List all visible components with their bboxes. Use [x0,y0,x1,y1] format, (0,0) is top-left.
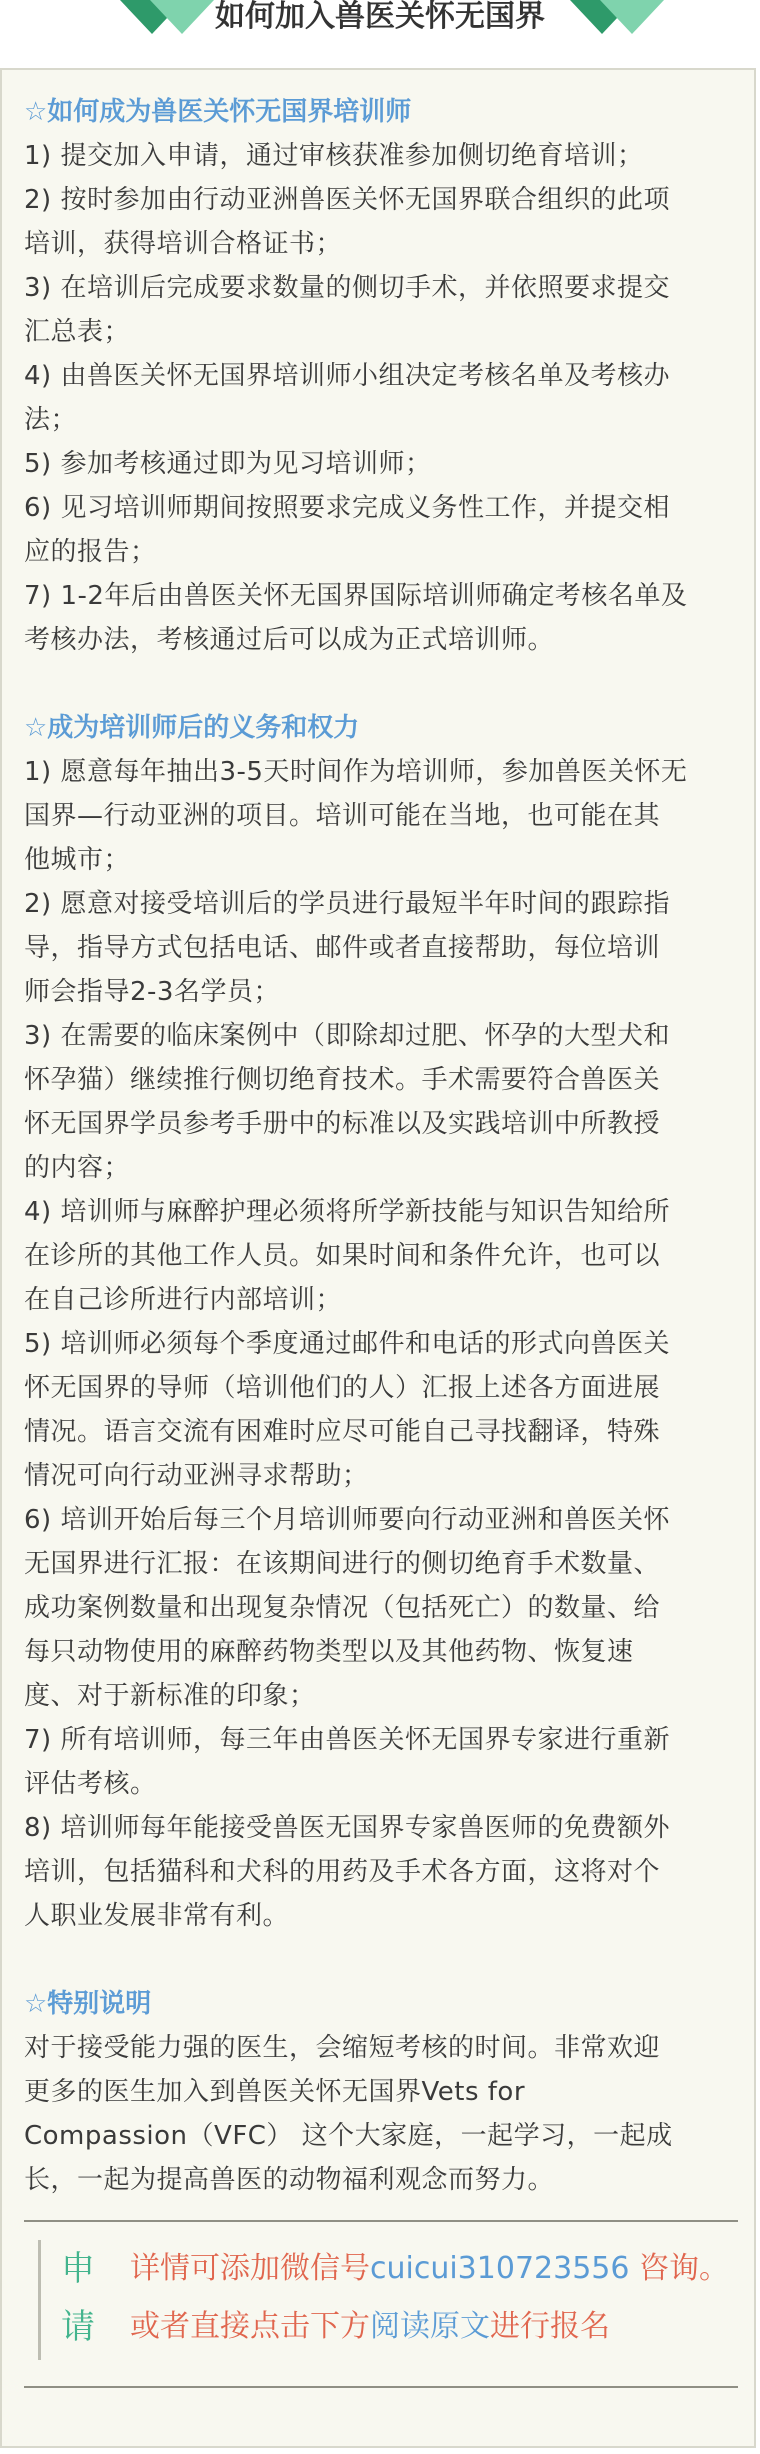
apply-label-bottom: 请 [61,2307,95,2347]
wechat-prefix: 详情可添加微信号 [130,2251,370,2286]
read-original-link[interactable]: 阅读原文 [370,2309,490,2344]
divider-top [24,2220,738,2222]
page-header [0,0,760,62]
apply-label-top: 申 [61,2249,95,2289]
text-line: 人职业发展非常有利。 [24,1901,290,1931]
text-line: 导，指导方式包括电话、邮件或者直接帮助，每位培训 [24,933,661,963]
text-line: 长，一起为提高兽医的动物福利观念而努力。 [24,2165,555,2195]
text-line: 6) 培训开始后每三个月培训师要向行动亚洲和兽医关怀 [24,1505,670,1535]
text-line: 怀孕猫）继续推行侧切绝育技术。手术需要符合兽医关 [24,1065,661,1095]
text-line: 无国界进行汇报：在该期间进行的侧切绝育手术数量、 [24,1549,661,1579]
text-line: 成功案例数量和出现复杂情况（包括死亡）的数量、给 [24,1593,661,1623]
text-line: 2) 愿意对接受培训后的学员进行最短半年时间的跟踪指 [24,889,670,919]
text-line: 国界—行动亚洲的项目。培训可能在当地，也可能在其 [24,801,661,831]
apply-label [58,2240,98,2356]
section-lines [24,2026,744,2202]
right-triangle-light-icon [600,0,664,34]
page-title: 如何加入兽医关怀无国界 [215,0,545,34]
text-line: 6) 见习培训师期间按照要求完成义务性工作，并提交相 [24,493,670,523]
content-panel [0,68,756,2448]
divider-bottom [24,2386,738,2388]
text-line: 4) 由兽医关怀无国界培训师小组决定考核名单及考核办 [24,361,670,391]
text-line: 每只动物使用的麻醉药物类型以及其他药物、恢复速 [24,1637,634,1667]
text-line: 的内容； [24,1153,131,1183]
text-line: 对于接受能力强的医生，会缩短考核的时间。非常欢迎 [24,2033,661,2063]
text-line: 培训，获得培训合格证书； [24,229,343,259]
text-line: 应的报告； [24,537,157,567]
apply-text [130,2240,729,2356]
text-line: 法； [24,405,78,435]
section-title: ☆如何成为兽医关怀无国界培训师 [24,97,412,127]
text-line: 怀无国界学员参考手册中的标准以及实践培训中所教授 [24,1109,661,1139]
text-line: 度、对于新标准的印象； [24,1681,316,1711]
text-line: 8) 培训师每年能接受兽医无国界专家兽医师的免费额外 [24,1813,670,1843]
text-line: 他城市； [24,845,131,875]
read-suffix: 进行报名 [490,2309,610,2344]
text-line: 培训，包括猫科和犬科的用药及手术各方面，这将对个 [24,1857,661,1887]
section-special-note [24,1982,744,2202]
wechat-suffix: 咨询。 [629,2251,730,2286]
section-duties-rights [24,706,744,1938]
apply-line-1 [130,2240,729,2298]
section-title: ☆成为培训师后的义务和权力 [24,713,360,743]
read-prefix: 或者直接点击下方 [130,2309,370,2344]
section-lines [24,134,744,662]
apply-callout [38,2240,728,2360]
text-line: 4) 培训师与麻醉护理必须将所学新技能与知识告知给所 [24,1197,670,1227]
text-line: 考核办法，考核通过后可以成为正式培训师。 [24,625,555,655]
section-lines [24,750,744,1938]
section-how-to-become [24,90,744,662]
text-line: 7) 1-2年后由兽医关怀无国界国际培训师确定考核名单及 [24,581,688,611]
text-line: 怀无国界的导师（培训他们的人）汇报上述各方面进展 [24,1373,661,1403]
wechat-id[interactable]: cuicui310723556 [370,2251,630,2286]
text-line: Compassion（VFC） 这个大家庭，一起学习，一起成 [24,2121,673,2151]
text-line: 更多的医生加入到兽医关怀无国界Vets for [24,2077,526,2107]
text-line: 3) 在需要的临床案例中（即除却过肥、怀孕的大型犬和 [24,1021,670,1051]
text-line: 汇总表； [24,317,131,347]
text-line: 在自己诊所进行内部培训； [24,1285,343,1315]
text-line: 3) 在培训后完成要求数量的侧切手术，并依照要求提交 [24,273,670,303]
text-line: 5) 参加考核通过即为见习培训师； [24,449,432,479]
text-line: 情况。语言交流有困难时应尽可能自己寻找翻译，特殊 [24,1417,661,1447]
text-line: 2) 按时参加由行动亚洲兽医关怀无国界联合组织的此项 [24,185,670,215]
text-line: 7) 所有培训师，每三年由兽医关怀无国界专家进行重新 [24,1725,670,1755]
text-line: 师会指导2-3名学员； [24,977,280,1007]
text-line: 5) 培训师必须每个季度通过邮件和电话的形式向兽医关 [24,1329,670,1359]
text-line: 1) 提交加入申请，通过审核获准参加侧切绝育培训； [24,141,644,171]
text-line: 评估考核。 [24,1769,157,1799]
apply-line-2 [130,2298,729,2356]
callout-bar [38,2240,41,2360]
content-body [24,90,744,2202]
text-line: 情况可向行动亚洲寻求帮助； [24,1461,369,1491]
text-line: 在诊所的其他工作人员。如果时间和条件允许，也可以 [24,1241,661,1271]
section-title: ☆特别说明 [24,1989,152,2019]
text-line: 1) 愿意每年抽出3-5天时间作为培训师，参加兽医关怀无 [24,757,688,787]
